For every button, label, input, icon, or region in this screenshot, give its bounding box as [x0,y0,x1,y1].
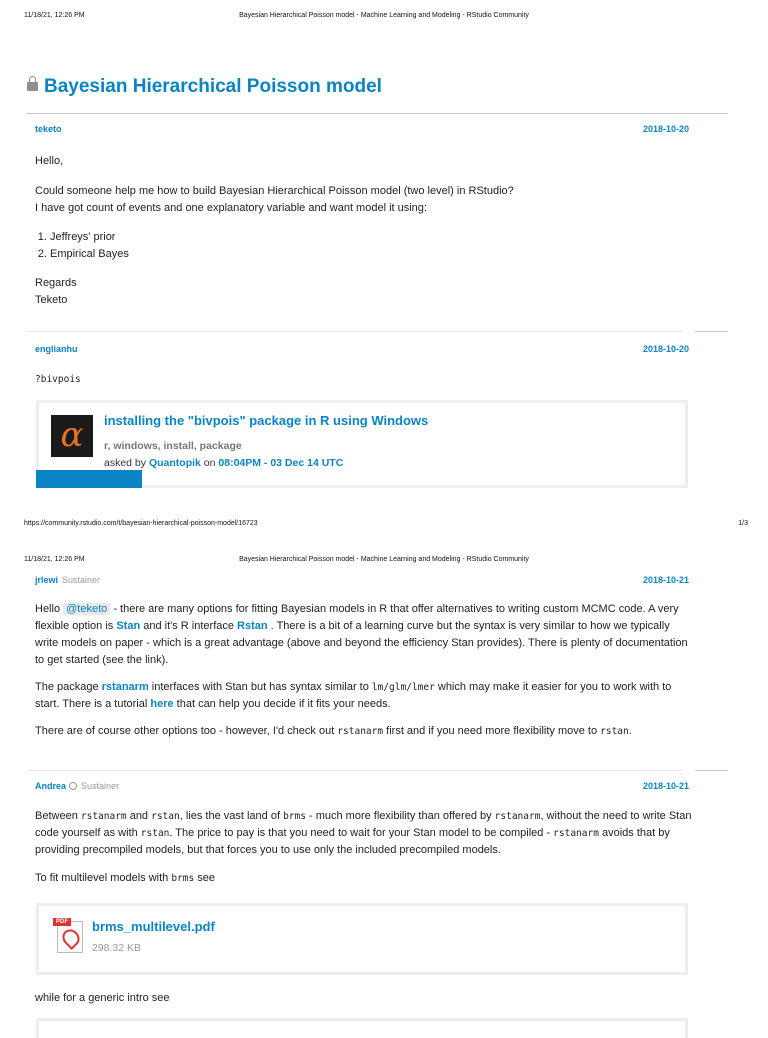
text: Between [35,810,81,822]
text: first and if you need more flexibility move to [383,725,601,737]
post-paragraph [35,601,695,669]
text: , lies the vast land of [179,810,284,822]
inline-code: brms [283,811,306,822]
inline-code: rstanarm [494,811,541,822]
asked-prefix: asked by [104,457,149,469]
post-date[interactable]: 2018-10-20 [642,344,689,354]
alpha-logo-icon: α [51,415,93,457]
text: - much more flexibility than offered by [305,810,495,822]
post-text: Hello, [35,155,64,167]
post-body [35,601,695,740]
post-text: Regards [35,277,77,289]
print-title: Bayesian Hierarchical Poisson model - Machine Learning and Modeling - RStudio Community [239,556,529,563]
inline-code: ?bivpois [35,374,81,385]
text: - there are many options for fitting Bayesian models in R that offer alternatives to writing custom MCMC code. A very flexible option is [35,603,679,632]
post-paragraph [35,870,695,887]
post-username-wrap [35,575,100,585]
text: interfaces with Stan but has syntax similar to [148,681,372,693]
attachment-link[interactable]: brms_multilevel.pdf [92,919,215,934]
text: To fit multilevel models with [35,872,172,884]
link-preview[interactable] [36,1018,688,1038]
text: see [194,872,216,884]
text: , without the need to write Stan code yourself as with [35,810,692,839]
rstanarm-link[interactable]: rstanarm [101,681,149,693]
post-username-wrap [35,781,119,791]
link-preview-tags: r, windows, install, package [104,440,242,452]
divider [695,331,728,332]
post-username[interactable]: englianhu [35,344,78,354]
print-url: https://community.rstudio.com/t/bayesian-hierarchical-poisson-model/16723 [24,520,258,527]
post-paragraph: while for a generic intro see [35,992,170,1004]
post-text: I have got count of events and one explanatory variable and want model it using: [35,202,427,214]
user-role: Sustainer [81,781,120,791]
link-preview-title[interactable]: installing the "bivpois" package in R using Windows [104,413,429,428]
page-break [0,530,768,544]
attachment-size: 298.32 KB [92,942,142,954]
text: that can help you decide if it fits your needs. [173,698,391,710]
print-page-number: 1/3 [738,520,748,527]
text: . The price to pay is that you need to wait for your Stan model to be compiled - [169,827,554,839]
divider [695,770,728,771]
post-username[interactable]: Andrea [35,781,67,791]
stan-link[interactable]: Stan [116,620,141,632]
post-date[interactable]: 2018-10-20 [642,124,689,134]
post-text: Could someone help me how to build Bayesian Hierarchical Poisson model (two level) in RStudio? [35,185,514,197]
topic-title-text: Bayesian Hierarchical Poisson model [44,76,382,97]
text: avoids that by providing precompiled models, but that forces you to use only the included precompiled models. [35,827,670,856]
inline-code: rstanarm [553,828,599,839]
tutorial-link[interactable]: here [150,698,174,710]
user-role: Sustainer [62,575,101,585]
divider [27,331,683,332]
asked-on: on [200,457,219,469]
pdf-icon-label: PDF [53,918,71,926]
asked-user-link[interactable]: Quantopik [148,457,201,469]
text: The package [35,681,102,693]
link-preview-asked [104,457,343,469]
post-username[interactable]: teketo [35,124,62,134]
post-text: Teketo [35,294,68,306]
inline-code: rstan [151,811,180,822]
text: Hello [35,603,64,615]
post-paragraph [35,679,695,713]
page-title[interactable] [27,76,382,98]
print-date: 11/18/21, 12:26 PM [24,556,85,563]
divider [27,770,683,771]
link-preview[interactable] [36,400,688,488]
pdf-icon [53,918,83,952]
post-username[interactable]: jrlewi [35,575,59,585]
lock-icon [27,82,38,91]
print-title: Bayesian Hierarchical Poisson model - Machine Learning and Modeling - RStudio Community [239,12,529,19]
post-body [35,990,695,1007]
text: which may make it easier for you to work with to start. There is a tutorial [35,681,672,710]
post-date[interactable]: 2018-10-21 [642,575,689,585]
text: . There is a bit of a learning curve but the syntax is very similar to how we typically write models on paper - which is a great advantage (above and beyond the efficiency Stan provides). There is plenty of documentation to get started (see the link). [35,620,688,666]
text: and it's R interface [140,620,238,632]
user-mention[interactable]: @teketo [63,603,110,615]
post-date[interactable]: 2018-10-21 [642,781,689,791]
shield-icon [69,782,77,790]
post-paragraph [35,723,695,740]
post-body [35,371,695,388]
rstan-link[interactable]: Rstan [237,620,268,632]
inline-code: brms [171,873,195,884]
text: and [126,810,152,822]
inline-code: rstan [140,828,170,839]
text: . [628,725,632,737]
post-paragraph [35,808,695,859]
post-body [35,153,695,309]
inline-code: rstanarm [337,726,384,737]
list-item: 2. Empirical Bayes [50,246,695,263]
post-list [35,229,695,263]
print-page-2 [0,544,768,1024]
preview-accent-bar [36,470,142,488]
inline-code: rstanarm [80,811,127,822]
inline-code: rstan [600,726,629,737]
print-date: 11/18/21, 12:26 PM [24,12,85,19]
attachment-box[interactable] [36,903,688,975]
asked-time-link[interactable]: 08:04PM - 03 Dec 14 UTC [218,457,344,469]
text: There are of course other options too - however, I'd check out [35,725,338,737]
divider [27,113,728,114]
list-item: 1. Jeffreys' prior [50,229,695,246]
inline-code: lm/glm/lmer [371,682,435,693]
post-body [35,808,695,887]
